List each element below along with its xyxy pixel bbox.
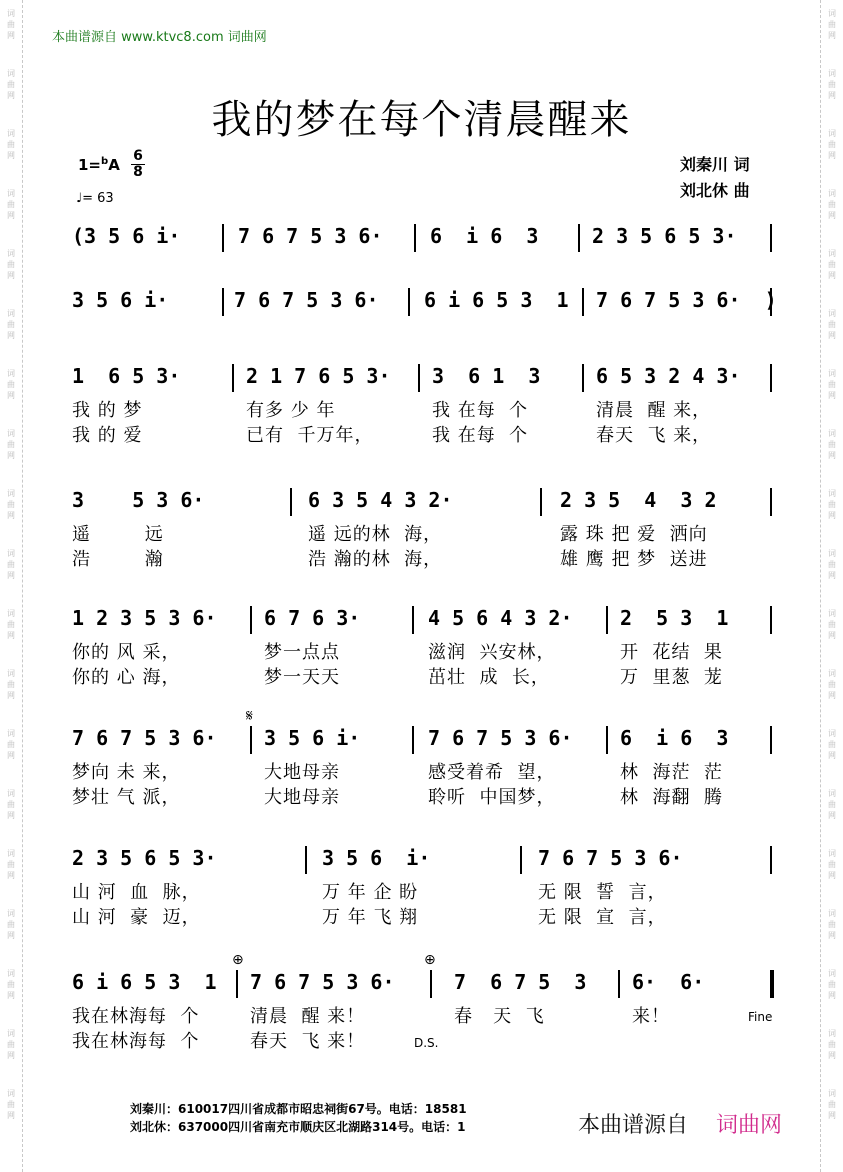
lyric-verse-2: 梦壮 气 派，: [72, 787, 181, 808]
bar-line: [430, 970, 432, 998]
side-watermark-text: 词 曲 网: [7, 129, 15, 160]
side-watermark-text: 词 曲 网: [7, 189, 15, 220]
side-watermark-text: 词 曲 网: [7, 309, 15, 340]
bar-line: [232, 364, 234, 392]
side-watermark-text: 词 曲 网: [7, 849, 15, 880]
note-measure: 6 5 3 2 4 3·: [596, 364, 741, 388]
bar-line: [250, 726, 252, 754]
bar-line: [770, 364, 772, 392]
side-watermark-text: 词 曲 网: [7, 1029, 15, 1060]
note-measure: 1 6 5 3·: [72, 364, 181, 388]
lyric-verse-1: 春 天 飞: [454, 1006, 545, 1027]
footer-line-2: 刘北休：637000四川省南充市顺庆区北湖路314号。电话：1: [130, 1120, 466, 1134]
side-watermark-text: 词 曲 网: [7, 9, 15, 40]
composer-credit: 刘北休 曲: [680, 181, 750, 200]
lyric-verse-1: 露 珠 把 爱 洒向: [560, 524, 708, 545]
note-measure: 2 3 5 6 5 3·: [592, 224, 737, 248]
lyric-verse-1: 万 年 企 盼: [322, 882, 419, 903]
side-watermark-text: 词 曲 网: [7, 69, 15, 100]
side-watermark-text: 词 曲 网: [7, 429, 15, 460]
lyric-verse-1: 遥 远: [72, 524, 164, 545]
note-measure: 4 5 6 4 3 2·: [428, 606, 573, 630]
lyric-verse-2: 山 河 豪 迈，: [72, 907, 201, 928]
key-note: A: [108, 156, 120, 174]
side-watermark-text: 词 曲 网: [828, 249, 836, 280]
lyric-verse-2: 我在林海每 个: [72, 1031, 200, 1052]
bar-line: [606, 726, 608, 754]
bar-line: [770, 726, 772, 754]
side-watermark-text: 词 曲 网: [828, 489, 836, 520]
lyric-verse-1: 滋润 兴安林，: [428, 642, 556, 663]
note-measure: 3 5 6 i·: [72, 288, 169, 312]
lyric-verse-1: 感受着希 望，: [428, 762, 556, 783]
bar-line: [414, 224, 416, 252]
lyric-verse-2: 林 海翻 腾: [620, 787, 723, 808]
bar-line: [618, 970, 620, 998]
bar-line: [412, 726, 414, 754]
lyric-verse-2: 我 的 爱: [72, 425, 143, 446]
right-watermark-border: [820, 0, 843, 1172]
side-watermark-text: 词 曲 网: [7, 909, 15, 940]
note-measure: 7 6 7 5 3 6·: [250, 970, 395, 994]
note-measure: 3 5 6 i·: [322, 846, 431, 870]
footer-line-1: 刘秦川：610017四川省成都市昭忠祠街67号。电话：18581: [130, 1102, 467, 1116]
fine-mark: Fine: [748, 1010, 773, 1024]
side-watermark-text: 词 曲 网: [7, 609, 15, 640]
lyricist-credit: 刘秦川 词: [680, 155, 750, 174]
ds-mark: D.S.: [414, 1036, 439, 1050]
side-watermark-text: 词 曲 网: [828, 9, 836, 40]
note-measure: 7 6 7 5 3 6·: [428, 726, 573, 750]
bar-line: [770, 606, 772, 634]
bar-line: [770, 224, 772, 252]
note-measure: 7 6 7 5 3 6·: [234, 288, 379, 312]
bar-line: [236, 970, 238, 998]
bar-line: [770, 846, 772, 874]
bar-line: [578, 224, 580, 252]
note-measure: 7 6 7 5 3 6·: [72, 726, 217, 750]
note-measure: 2 5 3 1: [620, 606, 729, 630]
bar-line: [408, 288, 410, 316]
lyric-verse-2: 春天 飞 来，: [596, 425, 712, 446]
side-watermark-text: 词 曲 网: [7, 369, 15, 400]
time-denominator: 8: [133, 164, 143, 180]
lyric-verse-2: 梦一天天: [264, 667, 340, 688]
note-measure: 6· 6·: [632, 970, 705, 994]
side-watermark-text: 词 曲 网: [828, 1089, 836, 1120]
bar-line: [290, 488, 292, 516]
note-measure: (3 5 6 i·: [72, 224, 181, 248]
side-watermark-text: 词 曲 网: [828, 369, 836, 400]
lyric-verse-1: 清晨 醒 来，: [596, 400, 712, 421]
lyric-verse-1: 开 花结 果: [620, 642, 723, 663]
lyric-verse-1: 遥 远的林 海，: [308, 524, 443, 545]
note-measure: 6 i 6 5 3 1: [72, 970, 217, 994]
lyric-verse-2: 浩 瀚: [72, 549, 164, 570]
lyric-verse-2: 无 限 宣 言，: [538, 907, 667, 928]
lyric-verse-1: 你的 风 采，: [72, 642, 181, 663]
side-watermark-text: 词 曲 网: [7, 1089, 15, 1120]
lyric-verse-1: 我在林海每 个: [72, 1006, 200, 1027]
lyric-verse-1: 有多 少 年: [246, 400, 336, 421]
bar-line: [770, 488, 772, 516]
side-watermark-text: 词 曲 网: [828, 429, 836, 460]
lyric-verse-2: 万 年 飞 翔: [322, 907, 419, 928]
key-prefix: 1=: [78, 156, 102, 174]
lyric-verse-1: 来！: [632, 1006, 670, 1027]
bar-line: [412, 606, 414, 634]
side-watermark-text: 词 曲 网: [828, 69, 836, 100]
left-watermark-border: [0, 0, 23, 1172]
lyric-verse-2: 茁壮 成 长，: [428, 667, 550, 688]
side-watermark-text: 词 曲 网: [7, 249, 15, 280]
side-watermark-text: 词 曲 网: [7, 729, 15, 760]
lyric-verse-2: 我 在每 个: [432, 425, 529, 446]
bar-line: [582, 364, 584, 392]
lyric-verse-2: 万 里葱 茏: [620, 667, 723, 688]
note-measure: 2 3 5 6 5 3·: [72, 846, 217, 870]
bar-line: [606, 606, 608, 634]
side-watermark-text: 词 曲 网: [7, 969, 15, 1000]
lyric-verse-1: 清晨 醒 来！: [250, 1006, 366, 1027]
side-watermark-text: 词 曲 网: [828, 789, 836, 820]
side-watermark-text: 词 曲 网: [828, 909, 836, 940]
time-numerator: 6: [131, 149, 145, 165]
side-watermark-text: 词 曲 网: [828, 1029, 836, 1060]
note-measure: 7 6 7 5 3 6· ): [596, 288, 777, 312]
lyric-verse-2: 浩 瀚的林 海，: [308, 549, 443, 570]
bar-line: [222, 224, 224, 252]
lyric-verse-1: 大地母亲: [264, 762, 340, 783]
lyric-verse-1: 我 在每 个: [432, 400, 529, 421]
note-measure: 7 6 7 5 3 6·: [238, 224, 383, 248]
side-watermark-text: 词 曲 网: [828, 729, 836, 760]
lyric-verse-2: 你的 心 海，: [72, 667, 181, 688]
side-watermark-text: 词 曲 网: [828, 609, 836, 640]
side-watermark-text: 词 曲 网: [828, 189, 836, 220]
lyric-verse-2: 大地母亲: [264, 787, 340, 808]
note-measure: 6 7 6 3·: [264, 606, 361, 630]
lyric-verse-1: 无 限 誓 言，: [538, 882, 667, 903]
bar-line: [222, 288, 224, 316]
brand-text: 本曲谱源自: [578, 1113, 689, 1138]
note-measure: 6 3 5 4 3 2·: [308, 488, 453, 512]
lyric-verse-2: 已有 千万年，: [246, 425, 374, 446]
note-measure: 6 i 6 5 3 1: [424, 288, 569, 312]
side-watermark-text: 词 曲 网: [7, 549, 15, 580]
lyric-verse-1: 林 海茫 茫: [620, 762, 723, 783]
side-watermark-text: 词 曲 网: [828, 309, 836, 340]
lyric-verse-1: 梦一点点: [264, 642, 340, 663]
lyric-verse-1: 我 的 梦: [72, 400, 143, 421]
segno-mark: 𝄋: [246, 706, 253, 725]
note-measure: 2 3 5 4 3 2: [560, 488, 717, 512]
bar-line: [770, 970, 774, 998]
lyric-verse-1: 山 河 血 脉，: [72, 882, 201, 903]
source-header: 本曲谱源自 www.ktvc8.com 词曲网: [52, 30, 267, 45]
note-measure: 3 5 6 i·: [264, 726, 361, 750]
side-watermark-text: 词 曲 网: [828, 849, 836, 880]
bar-line: [418, 364, 420, 392]
song-title: 我的梦在每个清晨醒来: [211, 97, 632, 143]
bar-line: [520, 846, 522, 874]
note-measure: 7 6 7 5 3 6·: [538, 846, 683, 870]
note-measure: 6 i 6 3: [430, 224, 539, 248]
bar-line: [540, 488, 542, 516]
note-measure: 7 6 7 5 3: [454, 970, 587, 994]
note-measure: 2 1 7 6 5 3·: [246, 364, 391, 388]
side-watermark-text: 词 曲 网: [828, 669, 836, 700]
side-watermark-text: 词 曲 网: [7, 489, 15, 520]
side-watermark-text: 词 曲 网: [7, 669, 15, 700]
bar-line: [582, 288, 584, 316]
lyric-verse-1: 梦向 未 来，: [72, 762, 181, 783]
flat-sign: b: [101, 156, 109, 167]
lyric-verse-2: 春天 飞 来！: [250, 1031, 366, 1052]
tempo-marking: ♩= 63: [76, 191, 114, 206]
bar-line: [250, 606, 252, 634]
lyric-verse-2: 雄 鹰 把 梦 送进: [560, 549, 708, 570]
coda-mark: ⊕: [232, 952, 244, 968]
note-measure: 3 6 1 3: [432, 364, 541, 388]
lyric-verse-2: 聆听 中国梦，: [428, 787, 556, 808]
side-watermark-text: 词 曲 网: [7, 789, 15, 820]
note-measure: 6 i 6 3: [620, 726, 729, 750]
key-signature: [78, 156, 120, 174]
brand-logo-text[interactable]: 词曲网: [716, 1113, 783, 1138]
time-signature: [131, 149, 145, 180]
note-measure: 1 2 3 5 3 6·: [72, 606, 217, 630]
side-watermark-text: 词 曲 网: [828, 129, 836, 160]
note-measure: 3 5 3 6·: [72, 488, 205, 512]
coda-mark-2: ⊕: [424, 952, 436, 968]
bar-line: [305, 846, 307, 874]
side-watermark-text: 词 曲 网: [828, 969, 836, 1000]
side-watermark-text: 词 曲 网: [828, 549, 836, 580]
